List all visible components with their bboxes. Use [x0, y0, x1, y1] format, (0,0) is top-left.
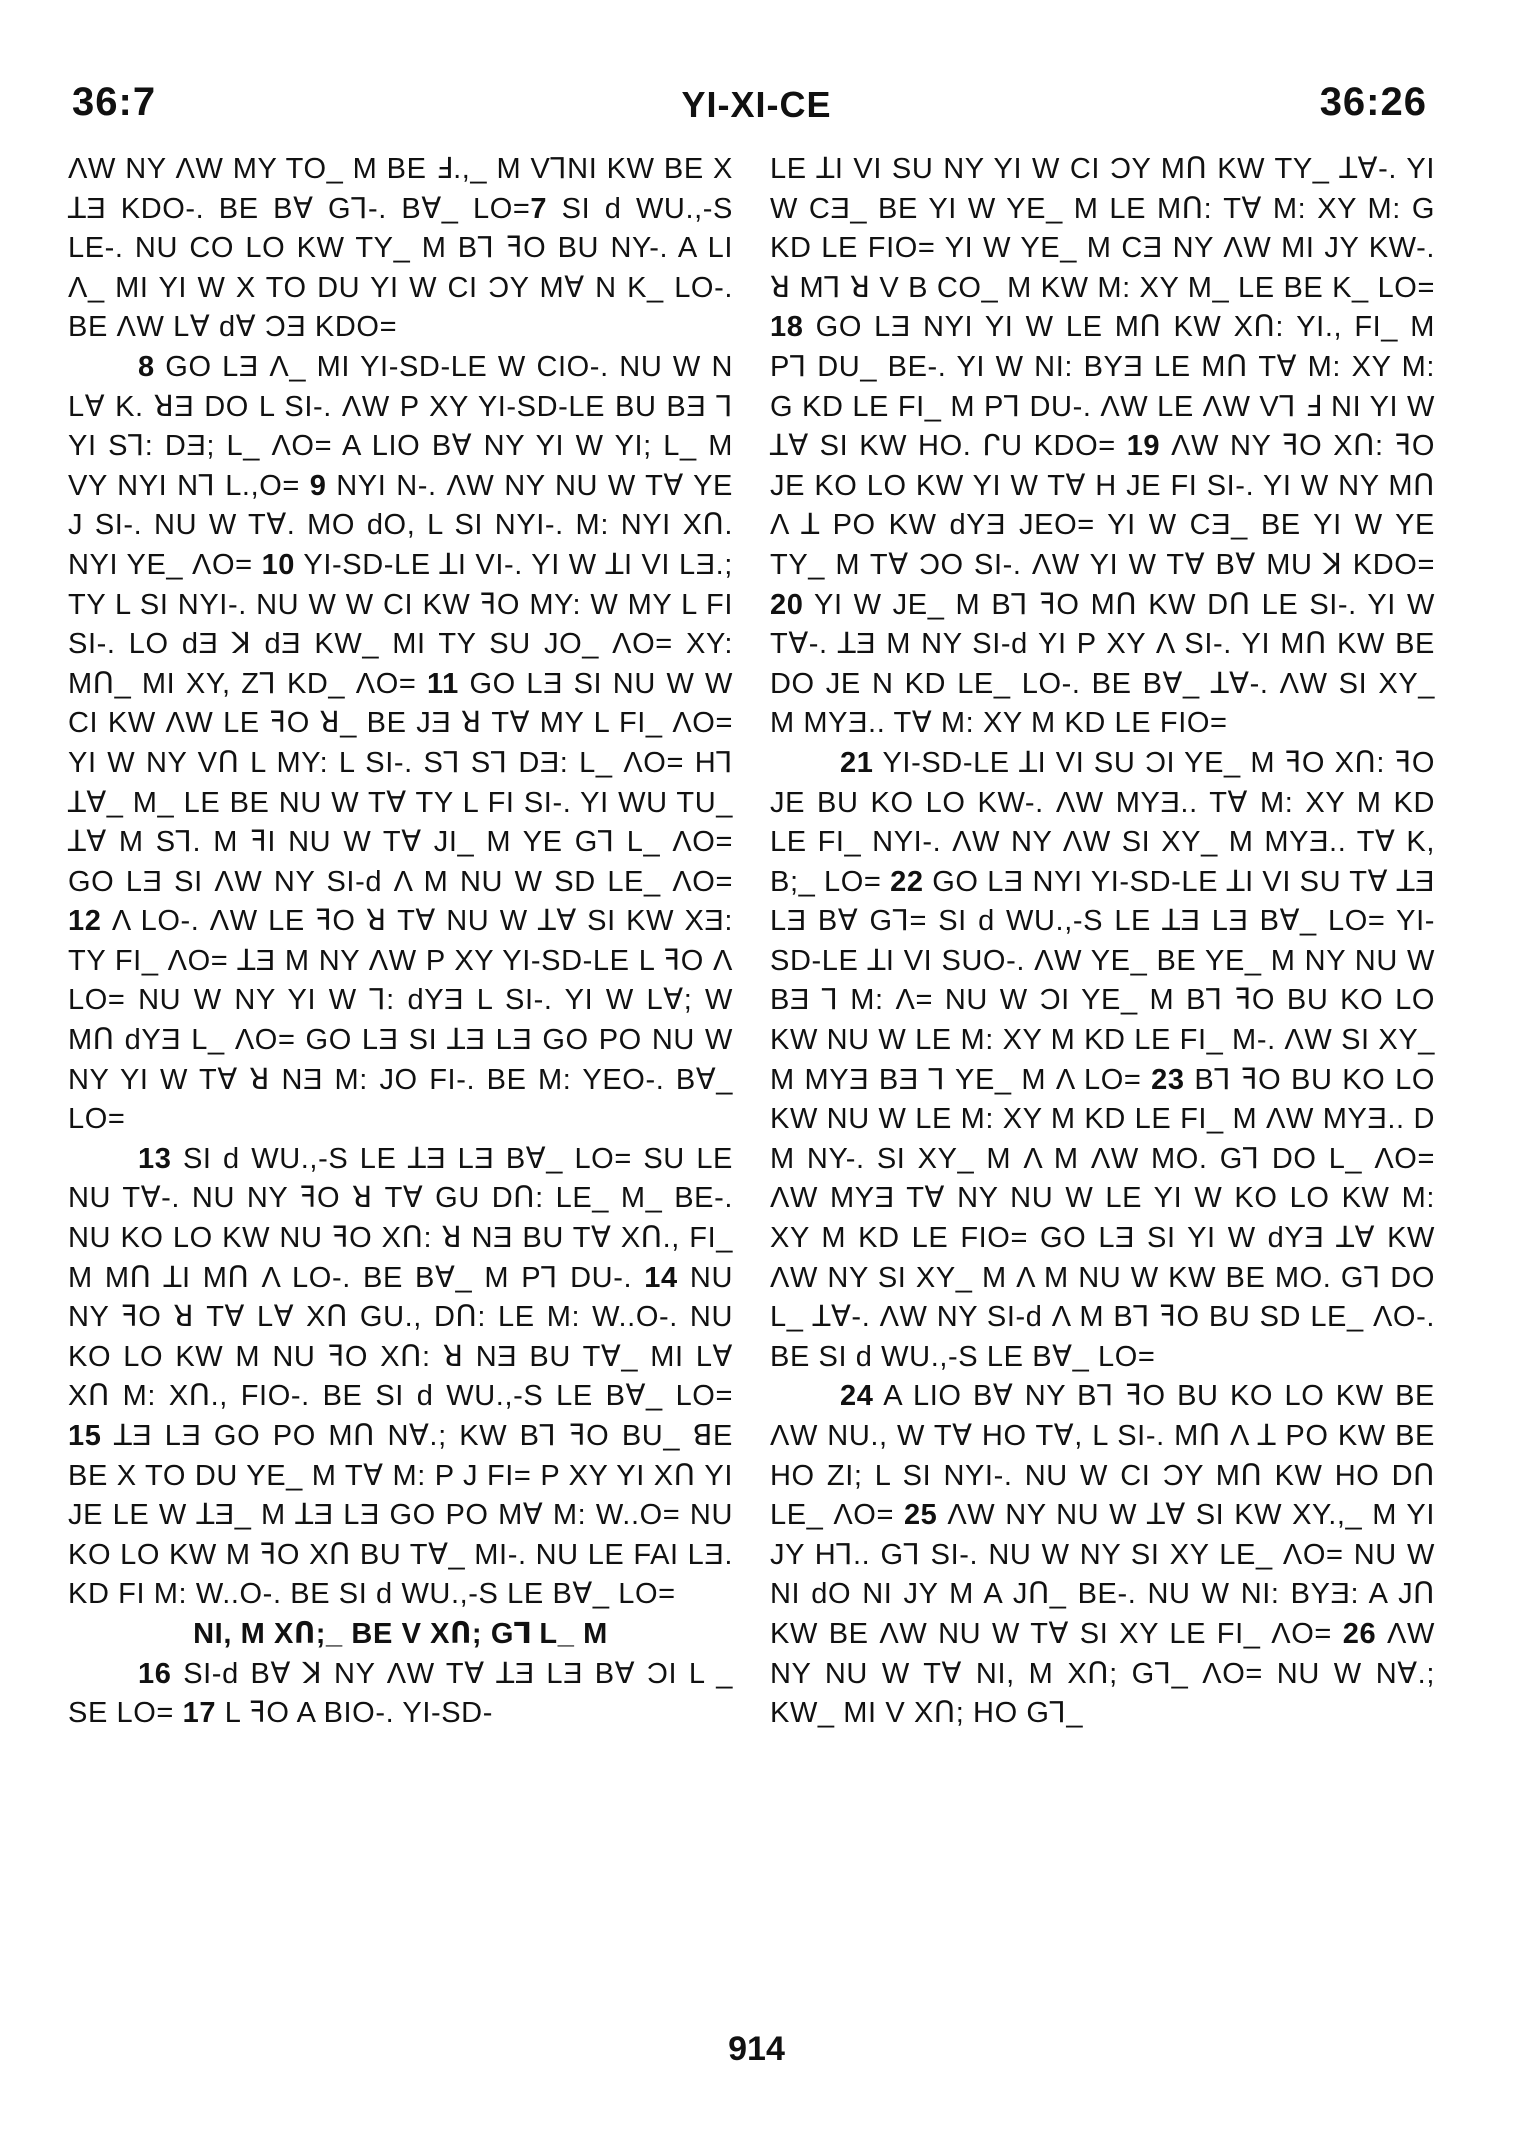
verse-text: ΛW NY ꟻO XՈ: ꟻO JE KO LO KW YI W TⱯ H JE FI SI-. YI W NY MՈ Λ ꓕ PO KW ԁYƎ JEO= YI W CƎ_ BE YI W YE TY_ M TⱯ ƆO SI-. ΛW YI W TⱯ BⱯ MU ꓘ KDO= — [770, 430, 1435, 581]
verse-text: ꓕƎ LƎ GO PO MՈ NⱯ.; KW Bꓶ ꟻO BU_ ꓭE BE X TO DU YE_ M TⱯ M: P J FI= P XY YI XՈ YI JE LE W ꓕƎ_ M ꓕƎ LƎ GO PO MⱯ M: W..O= NU KO LO KW M ꟻO XՈ BU TⱯ_ MI-. NU LE FAI LƎ. KD FI M: W..O-. BE SI ԁ WU.,-S LE BⱯ_ LO= — [68, 1420, 733, 1611]
verse-number: 21 — [840, 746, 874, 779]
verse-number: 22 — [890, 865, 924, 898]
verse-text: NU NY ꟻO ꓤ TⱯ LⱯ XՈ GU., DՈ: LE M: W..O-. NU KO LO KW M NU ꟻO XՈ: ꓤ NƎ BU TⱯ_ MI LⱯ XՈ M: XՈ., FIO-. BE SI ԁ WU.,-S LE BⱯ_ LO= — [68, 1261, 733, 1413]
verse-text: LE ꓕI VI SU NY YI W CI ƆY MՈ KW TY_ ꓕⱯ-. YI W CƎ_ BE YI W YE_ M LE MՈ: TⱯ M: XY M: G KD LE FIO= YI W YE_ M CƎ NY ΛW MI JY KW-. ꓤ Mꓶ ꓤ V B CO_ M KW M: XY M_ LE BE K_ LO= — [770, 153, 1435, 304]
verse-number: 12 — [68, 905, 102, 938]
verse-number: 8 — [138, 350, 155, 383]
paragraph — [68, 1140, 733, 1615]
verse-number: 18 — [770, 311, 804, 344]
verse-number: 25 — [903, 1499, 938, 1532]
verse-text: GO LƎ SI NU W W CI KW ΛW LE ꟻO ꓤ_ BE JƎ ꓤ TⱯ MY L FI_ ΛO= YI W NY VՈ L MY: L SI-. Sꓶ Sꓶ DƎ: L_ ΛO= Hꓶ ꓕⱯ_ M_ LE BE NU W TⱯ TY L FI SI-. YI WU TU_ ꓕⱯ M Sꓶ. M ꟻI NU W TⱯ JI_ M YE Gꓶ L_ ΛO= GO LƎ SI ΛW NY SI-ԁ Λ M NU W SD LE_ ΛO= — [68, 667, 734, 898]
verse-text: YI-SD-LE ꓕI VI-. YI W ꓕI VI LƎ.; TY L SI NYI-. NU W W CI KW ꟻO MY: W MY L FI SI-. LO ԁƎ ꓘ ԁƎ KW_ MI TY SU JO_ ΛO= XY: MՈ_ MI XY, Zꓶ KD_ ΛO= — [68, 548, 733, 700]
verse-text: Λ LO-. ΛW LE ꟻO ꓤ TⱯ NU W ꓕⱯ SI KW XƎ: TY FI_ ΛO= ꓕƎ M NY ΛW P XY YI-SD-LE L ꟻO Λ LO= NU W NY YI W ꓶ: ԁYƎ L SI-. YI W LⱯ; W MՈ ԁYƎ L_ ΛO= GO LƎ SI ꓕƎ LƎ GO PO NU W NY YI W TⱯ ꓤ NƎ M: JO FI-. BE M: YEO-. BⱯ_ LO= — [68, 905, 733, 1136]
verse-number: 15 — [68, 1420, 102, 1452]
verse-number: 14 — [644, 1261, 678, 1294]
verse-text: YI-SD-LE ꓕI VI SU ƆI YE_ M ꟻO XՈ: ꟻO JE BU KO LO KW-. ΛW MYƎ.. TⱯ M: XY M KD LE FI_ NYI-. ΛW NY ΛW SI XY_ M MYƎ.. TⱯ K, B;_ LO= — [770, 746, 1435, 898]
verse-number: 11 — [427, 667, 459, 700]
verse-number: 17 — [182, 1697, 217, 1730]
paragraph — [68, 1655, 733, 1734]
verse-text: ΛW NY NU W ꓕⱯ SI KW XY.,_ M YI JY Hꓶ.. Gꓶ SI-. NU W NY SI XY LE_ ΛO= NU W NI ԁO NI JY M A JՈ_ BE-. NU W NI: BYƎ: A JՈ KW BE ΛW NU W TⱯ SI XY LE FI_ ΛO= — [770, 1499, 1435, 1650]
header-right-reference: 36:26 — [1319, 80, 1427, 124]
verse-text: ΛW NY ΛW MY TO_ M BE Ⅎ.,_ M VꓶNI KW BE X ꓕƎ KDO-. BE BⱯ Gꓶ-. BⱯ_ LO= — [68, 153, 733, 225]
verse-text: NYI N-. ΛW NY NU W TⱯ YE J SI-. NU W TⱯ. MO ԁO, L SI NYI-. M: NYI XՈ. NYI YE_ ΛO= — [68, 469, 733, 581]
verse-number: 26 — [1342, 1617, 1377, 1650]
verse-number: 13 — [138, 1142, 172, 1175]
verse-number: 7 — [530, 192, 548, 225]
verse-number: 9 — [309, 469, 327, 502]
verse-number: 24 — [840, 1380, 874, 1413]
header-left-reference: 36:7 — [72, 80, 157, 124]
verse-number: 20 — [770, 588, 804, 621]
right-text-column — [770, 150, 1435, 1734]
verse-text: GO LƎ NYI YI W LE MՈ KW XՈ: YI., FI_ M Pꓶ DU_ BE-. YI W NI: BYƎ LE MՈ TⱯ M: XY M: G KD LE FI_ M Pꓶ DU-. ΛW LE ΛW Vꓶ Ⅎ NI YI W ꓕⱯ SI KW HO. ᒋU KDO= — [770, 311, 1435, 463]
page-number: 914 — [728, 2030, 785, 2068]
paragraph — [68, 348, 733, 1140]
verse-number: 23 — [1151, 1063, 1185, 1096]
verse-number: 19 — [1126, 430, 1161, 463]
section-heading: NI, M XՈ;_ BE V XՈ; Gꓶ L_ M — [193, 1617, 608, 1650]
paragraph — [68, 150, 733, 348]
paragraph — [770, 744, 1435, 1378]
verse-text: L ꟻO A BIO-. YI-SD- — [216, 1697, 493, 1730]
paragraph — [770, 150, 1435, 744]
verse-text: GO LƎ NYI YI-SD-LE ꓕI VI SU TⱯ ꓕƎ LƎ BⱯ Gꓶ= SI ԁ WU.,-S LE ꓕƎ LƎ BⱯ_ LO= YI-SD-LE ꓕI VI SUO-. ΛW YE_ BE YE_ M NY NU W BƎ ꓶ M: Λ= NU W ƆI YE_ M Bꓶ ꟻO BU KO LO KW NU W LE M: XY M KD LE FI_ M-. ΛW SI XY_ M MYƎ BƎ ꓶ YE_ M Λ LO= — [770, 865, 1435, 1096]
verse-text: SI ԁ WU.,-S LE ꓕƎ LƎ BⱯ_ LO= SU LE NU TⱯ-. NU NY ꟻO ꓤ TⱯ GU DՈ: LE_ M_ BE-. NU KO LO KW NU ꟻO XՈ: ꓤ NƎ BU TⱯ XՈ., FI_ M MՈ ꓕI MՈ Λ LO-. BE BⱯ_ M Pꓶ DU-. — [68, 1142, 733, 1294]
verse-number: 10 — [261, 548, 296, 581]
verse-text: SI ԁ WU.,-S LE-. NU CO LO KW TY_ M Bꓶ ꟻO BU NY-. A LI Λ_ MI YI W X TO DU YI W CI ƆY MⱯ N K_ LO-. BE ΛW LⱯ ԁⱯ ƆƎ KDO= — [68, 192, 733, 344]
verse-number: 16 — [138, 1657, 172, 1690]
verse-text: SI-ԁ BⱯ ꓘ NY ΛW TⱯ ꓕƎ LƎ BⱯ ƆI L _ SE LO= — [68, 1657, 733, 1730]
left-text-column — [68, 150, 733, 1734]
verse-text: YI W JE_ M Bꓶ ꟻO MՈ KW DՈ LE SI-. YI W TⱯ-. ꓕƎ M NY SI-ԁ YI P XY Λ SI-. YI MՈ KW BE DO JE N KD LE_ LO-. BE BⱯ_ ꓕⱯ-. ΛW SI XY_ M MYƎ.. TⱯ M: XY M KD LE FIO= — [770, 588, 1435, 740]
paragraph — [770, 1377, 1435, 1733]
verse-text: ΛW NY NU W TⱯ NI, M XՈ; Gꓶ_ ΛO= NU W NⱯ.; KW_ MI V XՈ; HO Gꓶ_ — [770, 1617, 1435, 1730]
verse-text: GO LƎ Λ_ MI YI-SD-LE W CIO-. NU W N LⱯ K. ꓤƎ DO L SI-. ΛW P XY YI-SD-LE BU BƎ ꓶ YI Sꓶ: DƎ; L_ ΛO= A LIO BⱯ NY YI W YI; L_ M VY NYI Nꓶ L.,O= — [68, 350, 733, 502]
verse-text: Bꓶ ꟻO BU KO LO KW NU W LE M: XY M KD LE FI_ M ΛW MYƎ.. D M NY-. SI XY_ M Λ M ΛW MO. Gꓶ DO L_ ΛO= ΛW MYƎ TⱯ NY NU W LE YI W KO LO KW M: XY M KD LE FIO= GO LƎ SI YI W ԁYƎ ꓕⱯ KW ΛW NY SI XY_ M Λ M NU W KW BE MO. Gꓶ DO L_ ꓕⱯ-. ΛW NY SI-ԁ Λ M Bꓶ ꟻO BU SD LE_ ΛO-. BE SI ԁ WU.,-S LE BⱯ_ LO= — [770, 1063, 1435, 1373]
book-title: YI-XI-CE — [681, 84, 832, 125]
verse-text: A LIO BⱯ NY Bꓶ ꟻO BU KO LO KW BE ΛW NU., W TⱯ HO TⱯ, L SI-. MՈ Λ ꓕ PO KW BE HO ZI; L SI NYI-. NU W CI ƆY MՈ KW HO DՈ LE_ ΛO= — [770, 1380, 1435, 1532]
